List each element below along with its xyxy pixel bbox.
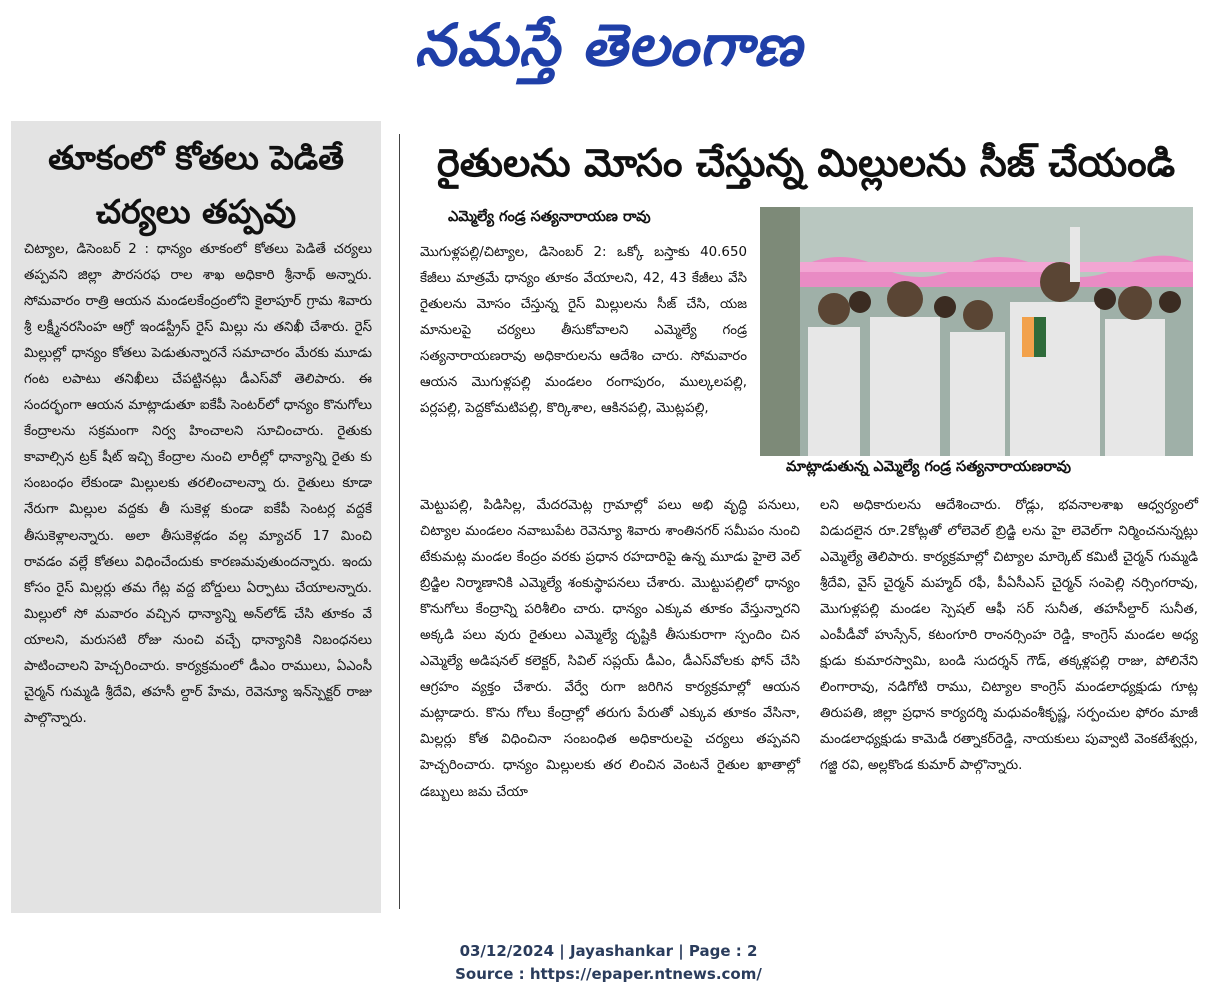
main-article-headline: రైతులను మోసం చేస్తున్న మిల్లులను సీజ్ చేయండి	[436, 141, 1176, 186]
news-photo	[760, 207, 1193, 456]
main-article-body-col1-lower: మెట్టుపల్లి, పిడిసిల్ల, మేదరమెట్ల గ్రామాల్లో పలు అభి వృద్ధి పనులు, చిట్యాల మండలం నవాబుపేట రెవెన్యూ శివారు శాంతినగర్ సమీపం నుంచి టేకుమట్ల మండల కేంద్రం వరకు ప్రధాన రహదారిపై ఉన్న మూడు హైలె వెల్ బ్రిడ్జిల నిర్మాణానికి ఎమ్మెల్యే శంకుస్థాపనలు చేశారు. మొట్టుపల్లిలో ధాన్యం కొనుగోలు కేంద్రాన్ని పరిశీలిం చారు. ధాన్యం ఎక్కువ తూకం వేస్తున్నారని అక్కడి పలు వురు రైతులు ఎమ్మెల్యే దృష్టికి తీసుకురాగా స్పందిం చిన ఎమ్మెల్యే అడిషనల్ కలెక్టర్, సివిల్ సప్లయ్ డీఎం, డీఎస్‌వోలకు ఫోన్ చేసి ఆగ్రహం వ్యక్తం చేశారు. వేర్వే రుగా జరిగిన కార్యక్రమాల్లో ఆయన మట్లాడారు. కొను గోలు కేంద్రాల్లో తరుగు పేరుతో ఎక్కువ తూకం వేసినా, మిల్లర్లు కోత విధించినా సంబంధిత అధికారులపై చర్యలు తప్పవని హెచ్చరించారు. ధాన్యం మిల్లులకు తర లించిన వెంటనే రైతుల ఖాతాల్లో డబ్బులు జమ చేయా	[420, 498, 800, 800]
left-article	[11, 121, 381, 913]
left-article-headline: తూకంలో కోతలు పెడితే చర్యలు తప్పవు	[48, 138, 344, 231]
column-divider	[399, 134, 400, 909]
left-article-body: చిట్యాల, డిసెంబర్ 2 : ధాన్యం తూకంలో కోతలు పెడితే చర్యలు తప్పవని జిల్లా పౌరసరఫ రాల శాఖ అధికారి శ్రీనాథ్ అన్నారు. సోమవారం రాత్రి ఆయన మండలకేంద్రంలోని కైలాపూర్ గ్రామ శివారు శ్రీ లక్ష్మీనరసింహ ఆగ్రో ఇండస్ట్రీస్ రైస్ మిల్లు ను తనిఖీ చేశారు. రైస్ మిల్లుల్లో ధాన్యం కోతలు పెడుతున్నారనే సమాచారం మేరకు మూడు గంట లపాటు తనిఖీలు చేపట్టినట్లు డీఎస్‌వో తెలిపారు. ఈ సందర్భంగా ఆయన మాట్లాడుతూ ఐకేపీ సెంటర్‌లో ధాన్యం కొనుగోలు కేంద్రాలను సక్రమంగా నిర్వ హించాలని సూచించారు. రైతుకు కావాల్సిన ట్రక్ షీట్ ఇచ్చి కేంద్రాల నుంచి లారీల్లో ధాన్యాన్ని రైతు కు సంబంధం లేకుండా మిల్లులకు తరలించాలన్నా రు. రైతులు కూడా నేరుగా మిల్లుల వద్దకు తీ సుకెళ్ల కుండా ఐకేపీ సెంటర్ల వద్దకే తీసుకెళ్లాలన్నారు. అలా తీసుకెళ్లడం వల్ల మ్యాచర్ 17 మించి రావడం వల్లే కోతలు విధించేందుకు కారణమవుతుందన్నారు. ఇందు కోసం రైస్ మిల్లర్లు తమ గేట్ల వద్ద బోర్డులు ఏర్పాటు చేయాలన్నారు. మిల్లులో సో మవారం వచ్చిన ధాన్యాన్ని అన్‌లోడ్ చేసి తూకం వే యాలని, మరుసటి రోజు నుంచి వచ్చే ధాన్యానికి నిబంధనలు పాటించాలని హెచ్చరించారు. కార్యక్రమంలో డీఎం రాములు, ఏఎంసీ చైర్మన్ గుమ్మడి శ్రీదేవి, తహసీ ల్దార్ హేమ, రెవెన్యూ ఇన్‌స్పెక్టర్ రాజు పాల్గొన్నారు.	[24, 242, 372, 726]
footer-date-edition: 03/12/2024 | Jayashankar | Page : 2	[459, 942, 758, 960]
main-article-body-col1-upper: మొగుళ్లపల్లి/చిట్యాల, డిసెంబర్ 2: ఒక్కో బస్తాకు 40.650 కేజీలు మాత్రమే ధాన్యం తూకం వేయాలని, 42, 43 కేజీలు వేసి రైతులను మోసం చేస్తున్న రైస్ మిల్లులను సీజ్ చేసి, యజ మానులపై చర్యలు తీసుకోవాలని ఎమ్మెల్యే గండ్ర సత్యనారాయణరావు అధికారులను ఆదేశిం చారు. సోమవారం ఆయన మొగుళ్లపల్లి మండలం రంగాపురం, ముల్కలపల్లి, పర్లపల్లి, పెద్దకోమటిపల్లి, కొర్కిశాల, ఆకినపల్లి, మొట్లపల్లి,	[420, 245, 747, 417]
masthead-logo: నమస్తే తెలంగాణ	[414, 11, 803, 79]
photo-caption: మాట్లాడుతున్న ఎమ్మెల్యే గండ్ర సత్యనారాయణరావు	[786, 459, 1071, 475]
main-article-body-col3: లని అధికారులను ఆదేశించారు. రోడ్లు, భవనాలశాఖ ఆధ్వర్యంలో విడుదలైన రూ.2కోట్లతో లోలెవెల్ బ్రిడ్జి లను హై లెవెల్‌గా నిర్మించనున్నట్లు ఎమ్మెల్యే తెలిపారు. కార్యక్రమాల్లో చిట్యాల మార్కెట్ కమిటీ చైర్మన్ గుమ్మడి శ్రీదేవి, వైస్ చైర్మన్ మహ్మద్ రఫీ, పీఏసీఎస్ చైర్మన్ సంపెల్లి నర్సింగరావు, మొగుళ్లపల్లి మండల స్పెషల్ ఆఫీ సర్ సునీత, తహసీల్దార్ సునీత, ఎంపీడీవో హుస్సేన్, కటంగూరి రాంనర్సింహ రెడ్డి, కాంగ్రెస్ మండల అధ్య క్షుడు కుమారస్వామి, బండి సుదర్శన్ గౌడ్, తక్కళ్లపల్లి రాజు, పోలినేని లింగారావు, నడిగోటి రాము, చిట్యాల కాంగ్రెస్ మండలాధ్యక్షుడు గూట్ల తిరుపతి, జిల్లా ప్రధాన కార్యదర్శి మధువంశీకృష్ణ, సర్పంచుల ఫోరం మాజీ మండలాధ్యక్షుడు కామెడీ రత్నాకర్‌రెడ్డి, నాయకులు పువ్వాటి వెంకటేశ్వర్లు, గజ్జి రవి, అల్లకొండ కుమార్ పాల్గొన్నారు.	[820, 498, 1198, 774]
footer-source: Source : https://epaper.ntnews.com/	[455, 965, 762, 983]
main-article-byline: ఎమ్మెల్యే గండ్ర సత్యనారాయణ రావు	[448, 209, 651, 225]
